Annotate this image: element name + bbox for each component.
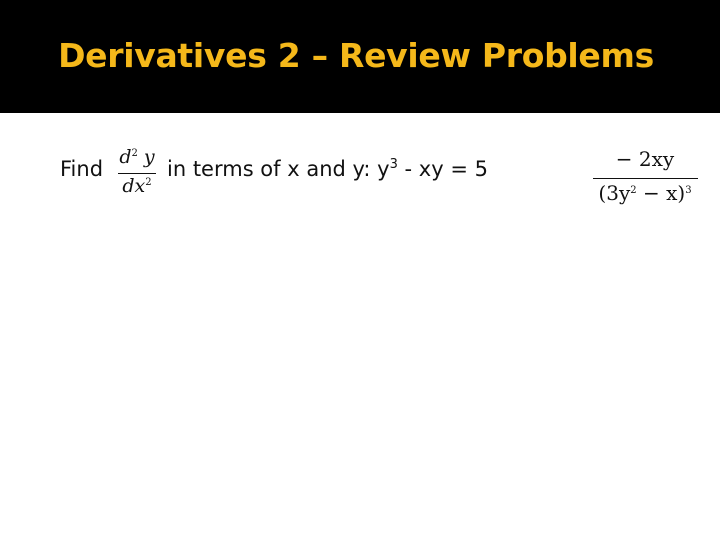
equation-rest: - xy = 5 [397,157,488,181]
answer-fraction-bar [593,178,698,179]
answer-expression [590,146,700,212]
problem-text: in terms of x and y: y [167,157,390,181]
answer-numerator: − 2xy [615,147,675,171]
slide-title: Derivatives 2 – Review Problems [58,36,654,75]
derivative-numerator: $d^2$ y [119,146,155,168]
answer-denominator: $(3y^2 - x)^3$ [598,181,692,205]
equation-exponent: 3 [389,157,398,172]
find-label: Find [60,157,104,181]
second-derivative-expression [116,146,158,202]
title-bar [0,0,720,113]
derivative-denominator: $dx^2$ [122,175,152,197]
problem-statement [167,157,488,182]
